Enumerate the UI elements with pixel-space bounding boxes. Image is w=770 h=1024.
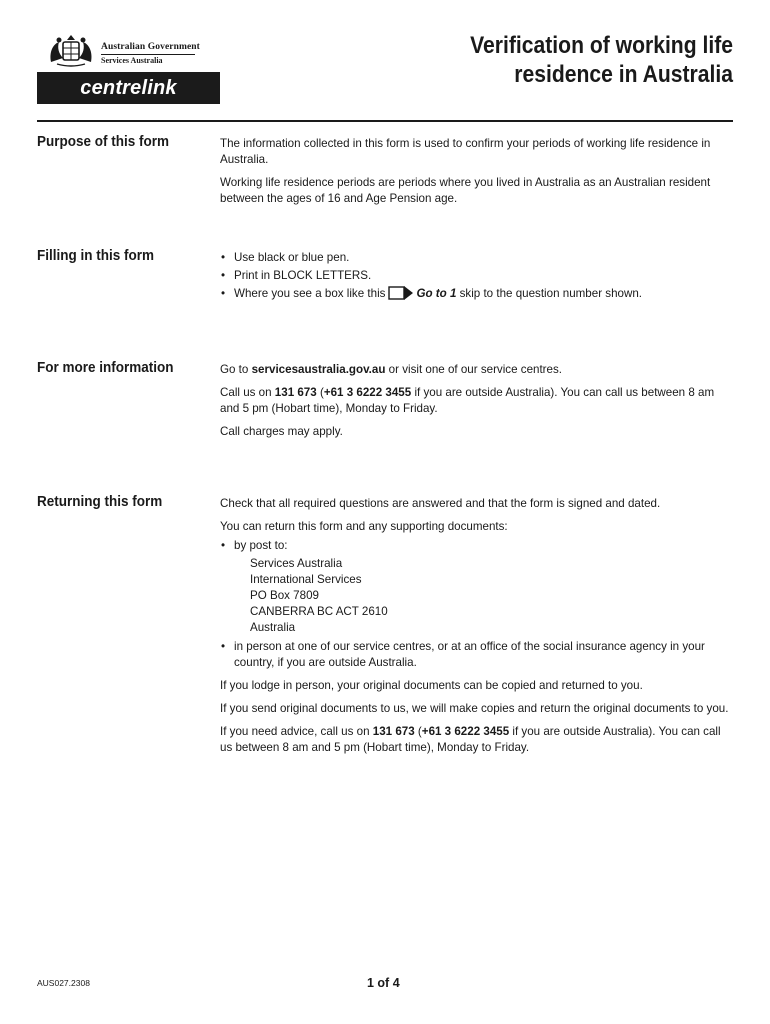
address-line: CANBERRA BC ACT 2610 bbox=[250, 605, 388, 618]
form-title bbox=[416, 31, 733, 89]
returning-paragraph-5: If you need advice, call us on 131 673 (+61 3 6222 3455 if you are outside Australia). You can call us between 8 am and 5 pm (Hobart time), Monday to Friday. bbox=[220, 725, 721, 754]
list-item: • in person at one of our service centres, or at an office of the social insurance agency in your country, if you are outside Australia. bbox=[221, 640, 705, 669]
title-line-1: Verification of working life bbox=[470, 32, 733, 59]
filling-list bbox=[220, 250, 735, 302]
brand-name: centrelink bbox=[80, 76, 177, 99]
return-methods-list bbox=[220, 538, 735, 554]
address-line: PO Box 7809 bbox=[250, 589, 319, 602]
intl-phone-number: +61 3 6222 3455 bbox=[323, 386, 412, 399]
brand-bar bbox=[37, 72, 220, 104]
returning-heading: Returning this form bbox=[37, 493, 163, 510]
more-info-paragraph-2: Call us on 131 673 (+61 3 6222 3455 if you are outside Australia). You can call us between 8 am and 5 pm (Hobart time), Monday to Friday. bbox=[220, 386, 715, 415]
intl-phone-number: +61 3 6222 3455 bbox=[421, 725, 510, 738]
purpose-paragraph-1: The information collected in this form is used to confirm your periods of working life residence in Australia. bbox=[220, 137, 711, 166]
go-to-label: Go to 1 bbox=[416, 287, 457, 300]
form-code: AUS027.2308 bbox=[37, 978, 90, 988]
phone-number: 131 673 bbox=[372, 725, 415, 738]
purpose-heading: Purpose of this form bbox=[37, 133, 170, 150]
address-line: International Services bbox=[250, 573, 362, 586]
address-line: Australia bbox=[250, 621, 296, 634]
page-number: 1 of 4 bbox=[367, 976, 400, 990]
purpose-section bbox=[220, 136, 735, 214]
header-divider bbox=[37, 120, 733, 122]
logo-divider bbox=[101, 54, 195, 55]
returning-paragraph-2: You can return this form and any supporting documents: bbox=[220, 520, 508, 533]
website-link[interactable]: servicesaustralia.gov.au bbox=[251, 363, 386, 376]
list-item: • Print in BLOCK LETTERS. bbox=[221, 269, 372, 282]
call-charges-note: Call charges may apply. bbox=[220, 425, 343, 438]
address-line: Services Australia bbox=[250, 557, 343, 570]
filling-section bbox=[220, 250, 735, 304]
phone-number: 131 673 bbox=[274, 386, 317, 399]
list-item: • Where you see a box like this Go to 1 skip to the question number shown. bbox=[221, 287, 643, 300]
filling-heading: Filling in this form bbox=[37, 247, 154, 264]
returning-section bbox=[220, 496, 735, 763]
coat-of-arms-icon bbox=[45, 32, 97, 68]
list-item: • Use black or blue pen. bbox=[221, 251, 350, 264]
returning-paragraph-3: If you lodge in person, your original documents can be copied and returned to you. bbox=[220, 679, 643, 692]
centrelink-logo bbox=[37, 32, 220, 104]
postal-address bbox=[220, 556, 735, 636]
title-line-2: residence in Australia bbox=[514, 61, 733, 88]
more-info-heading: For more information bbox=[37, 359, 174, 376]
government-name: Australian Government bbox=[101, 42, 200, 52]
go-to-arrow-icon bbox=[388, 286, 414, 300]
more-info-paragraph-1: Go to servicesaustralia.gov.au or visit one of our service centres. bbox=[220, 363, 563, 376]
return-methods-list-2 bbox=[220, 639, 735, 671]
more-info-section bbox=[220, 362, 735, 447]
list-item: • by post to: bbox=[221, 539, 288, 552]
returning-paragraph-4: If you send original documents to us, we will make copies and return the original documents to you. bbox=[220, 702, 729, 715]
purpose-paragraph-2: Working life residence periods are periods where you lived in Australia as an Australian resident between the ages of 16 and Age Pension age. bbox=[220, 176, 711, 205]
agency-name: Services Australia bbox=[101, 56, 163, 65]
returning-paragraph-1: Check that all required questions are answered and that the form is signed and dated. bbox=[220, 497, 661, 510]
